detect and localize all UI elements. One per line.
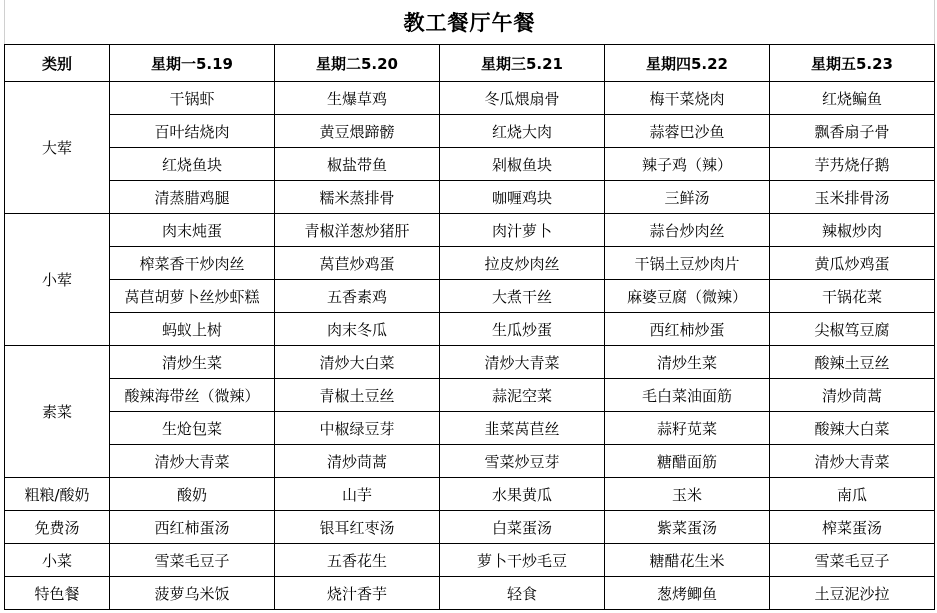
header-category: 类别	[5, 45, 110, 82]
page-title: 教工餐厅午餐	[4, 0, 935, 44]
dish-cell-monday: 西红柿蛋汤	[110, 511, 275, 544]
header-monday: 星期一5.19	[110, 45, 275, 82]
dish-cell-wednesday: 大煮干丝	[440, 280, 605, 313]
dish-cell-thursday: 蒜籽苋菜	[605, 412, 770, 445]
category-cell: 大荤	[5, 82, 110, 214]
dish-cell-thursday: 蒜台炒肉丝	[605, 214, 770, 247]
table-row	[5, 313, 935, 346]
table-row	[5, 115, 935, 148]
dish-cell-wednesday: 咖喱鸡块	[440, 181, 605, 214]
dish-cell-friday: 酸辣土豆丝	[770, 346, 935, 379]
dish-cell-friday: 清炒大青菜	[770, 445, 935, 478]
table-row	[5, 445, 935, 478]
dish-cell-wednesday: 水果黄瓜	[440, 478, 605, 511]
dish-cell-tuesday: 椒盐带鱼	[275, 148, 440, 181]
table-row	[5, 247, 935, 280]
dish-cell-friday: 芋艿烧仔鹅	[770, 148, 935, 181]
dish-cell-friday: 南瓜	[770, 478, 935, 511]
category-cell: 小菜	[5, 544, 110, 577]
dish-cell-friday: 红烧鳊鱼	[770, 82, 935, 115]
dish-cell-tuesday: 清炒茼蒿	[275, 445, 440, 478]
dish-cell-wednesday: 冬瓜煨扇骨	[440, 82, 605, 115]
header-tuesday: 星期二5.20	[275, 45, 440, 82]
table-row	[5, 280, 935, 313]
dish-cell-monday: 榨菜香干炒肉丝	[110, 247, 275, 280]
dish-cell-monday: 红烧鱼块	[110, 148, 275, 181]
menu-body	[5, 82, 935, 610]
dish-cell-thursday: 辣子鸡（辣）	[605, 148, 770, 181]
dish-cell-wednesday: 轻食	[440, 577, 605, 610]
dish-cell-friday: 玉米排骨汤	[770, 181, 935, 214]
dish-cell-tuesday: 青椒洋葱炒猪肝	[275, 214, 440, 247]
dish-cell-wednesday: 生瓜炒蛋	[440, 313, 605, 346]
dish-cell-friday: 辣椒炒肉	[770, 214, 935, 247]
dish-cell-tuesday: 烧汁香芋	[275, 577, 440, 610]
dish-cell-tuesday: 黄豆煨蹄髈	[275, 115, 440, 148]
dish-cell-tuesday: 清炒大白菜	[275, 346, 440, 379]
dish-cell-monday: 菠萝乌米饭	[110, 577, 275, 610]
dish-cell-monday: 酸奶	[110, 478, 275, 511]
dish-cell-tuesday: 生爆草鸡	[275, 82, 440, 115]
dish-cell-friday: 飘香扇子骨	[770, 115, 935, 148]
dish-cell-friday: 黄瓜炒鸡蛋	[770, 247, 935, 280]
dish-cell-monday: 清炒大青菜	[110, 445, 275, 478]
dish-cell-wednesday: 蒜泥空菜	[440, 379, 605, 412]
dish-cell-thursday: 梅干菜烧肉	[605, 82, 770, 115]
dish-cell-tuesday: 五香花生	[275, 544, 440, 577]
dish-cell-wednesday: 拉皮炒肉丝	[440, 247, 605, 280]
dish-cell-friday: 榨菜蛋汤	[770, 511, 935, 544]
dish-cell-thursday: 紫菜蛋汤	[605, 511, 770, 544]
dish-cell-friday: 酸辣大白菜	[770, 412, 935, 445]
dish-cell-monday: 生炝包菜	[110, 412, 275, 445]
dish-cell-monday: 清炒生菜	[110, 346, 275, 379]
menu-table	[4, 44, 935, 610]
dish-cell-monday: 肉末炖蛋	[110, 214, 275, 247]
dish-cell-tuesday: 肉末冬瓜	[275, 313, 440, 346]
dish-cell-monday: 百叶结烧肉	[110, 115, 275, 148]
table-row	[5, 412, 935, 445]
dish-cell-tuesday: 莴苣炒鸡蛋	[275, 247, 440, 280]
dish-cell-thursday: 糖醋面筋	[605, 445, 770, 478]
dish-cell-thursday: 玉米	[605, 478, 770, 511]
header-row	[5, 45, 935, 82]
table-row	[5, 577, 935, 610]
category-cell: 小荤	[5, 214, 110, 346]
category-cell: 素菜	[5, 346, 110, 478]
dish-cell-thursday: 干锅土豆炒肉片	[605, 247, 770, 280]
table-row	[5, 148, 935, 181]
dish-cell-monday: 干锅虾	[110, 82, 275, 115]
category-cell: 特色餐	[5, 577, 110, 610]
header-friday: 星期五5.23	[770, 45, 935, 82]
dish-cell-thursday: 麻婆豆腐（微辣）	[605, 280, 770, 313]
table-row	[5, 478, 935, 511]
dish-cell-friday: 土豆泥沙拉	[770, 577, 935, 610]
dish-cell-monday: 莴苣胡萝卜丝炒虾糕	[110, 280, 275, 313]
dish-cell-tuesday: 中椒绿豆芽	[275, 412, 440, 445]
table-row	[5, 214, 935, 247]
dish-cell-thursday: 蒜蓉巴沙鱼	[605, 115, 770, 148]
category-cell: 粗粮/酸奶	[5, 478, 110, 511]
dish-cell-friday: 雪菜毛豆子	[770, 544, 935, 577]
dish-cell-wednesday: 清炒大青菜	[440, 346, 605, 379]
table-row	[5, 511, 935, 544]
table-row	[5, 346, 935, 379]
table-row	[5, 82, 935, 115]
dish-cell-wednesday: 剁椒鱼块	[440, 148, 605, 181]
dish-cell-thursday: 毛白菜油面筋	[605, 379, 770, 412]
table-row	[5, 379, 935, 412]
dish-cell-wednesday: 萝卜干炒毛豆	[440, 544, 605, 577]
dish-cell-thursday: 糖醋花生米	[605, 544, 770, 577]
dish-cell-wednesday: 雪菜炒豆芽	[440, 445, 605, 478]
header-thursday: 星期四5.22	[605, 45, 770, 82]
dish-cell-tuesday: 糯米蒸排骨	[275, 181, 440, 214]
dish-cell-thursday: 清炒生菜	[605, 346, 770, 379]
dish-cell-thursday: 西红柿炒蛋	[605, 313, 770, 346]
dish-cell-friday: 尖椒笃豆腐	[770, 313, 935, 346]
dish-cell-thursday: 三鲜汤	[605, 181, 770, 214]
dish-cell-wednesday: 红烧大肉	[440, 115, 605, 148]
dish-cell-thursday: 葱烤鲫鱼	[605, 577, 770, 610]
header-wednesday: 星期三5.21	[440, 45, 605, 82]
dish-cell-monday: 清蒸腊鸡腿	[110, 181, 275, 214]
dish-cell-friday: 清炒茼蒿	[770, 379, 935, 412]
table-row	[5, 181, 935, 214]
dish-cell-monday: 酸辣海带丝（微辣）	[110, 379, 275, 412]
table-row	[5, 544, 935, 577]
dish-cell-tuesday: 青椒土豆丝	[275, 379, 440, 412]
dish-cell-friday: 干锅花菜	[770, 280, 935, 313]
dish-cell-tuesday: 银耳红枣汤	[275, 511, 440, 544]
dish-cell-wednesday: 肉汁萝卜	[440, 214, 605, 247]
dish-cell-wednesday: 白菜蛋汤	[440, 511, 605, 544]
dish-cell-tuesday: 五香素鸡	[275, 280, 440, 313]
dish-cell-tuesday: 山芋	[275, 478, 440, 511]
dish-cell-wednesday: 韭菜莴苣丝	[440, 412, 605, 445]
dish-cell-monday: 蚂蚁上树	[110, 313, 275, 346]
category-cell: 免费汤	[5, 511, 110, 544]
dish-cell-monday: 雪菜毛豆子	[110, 544, 275, 577]
